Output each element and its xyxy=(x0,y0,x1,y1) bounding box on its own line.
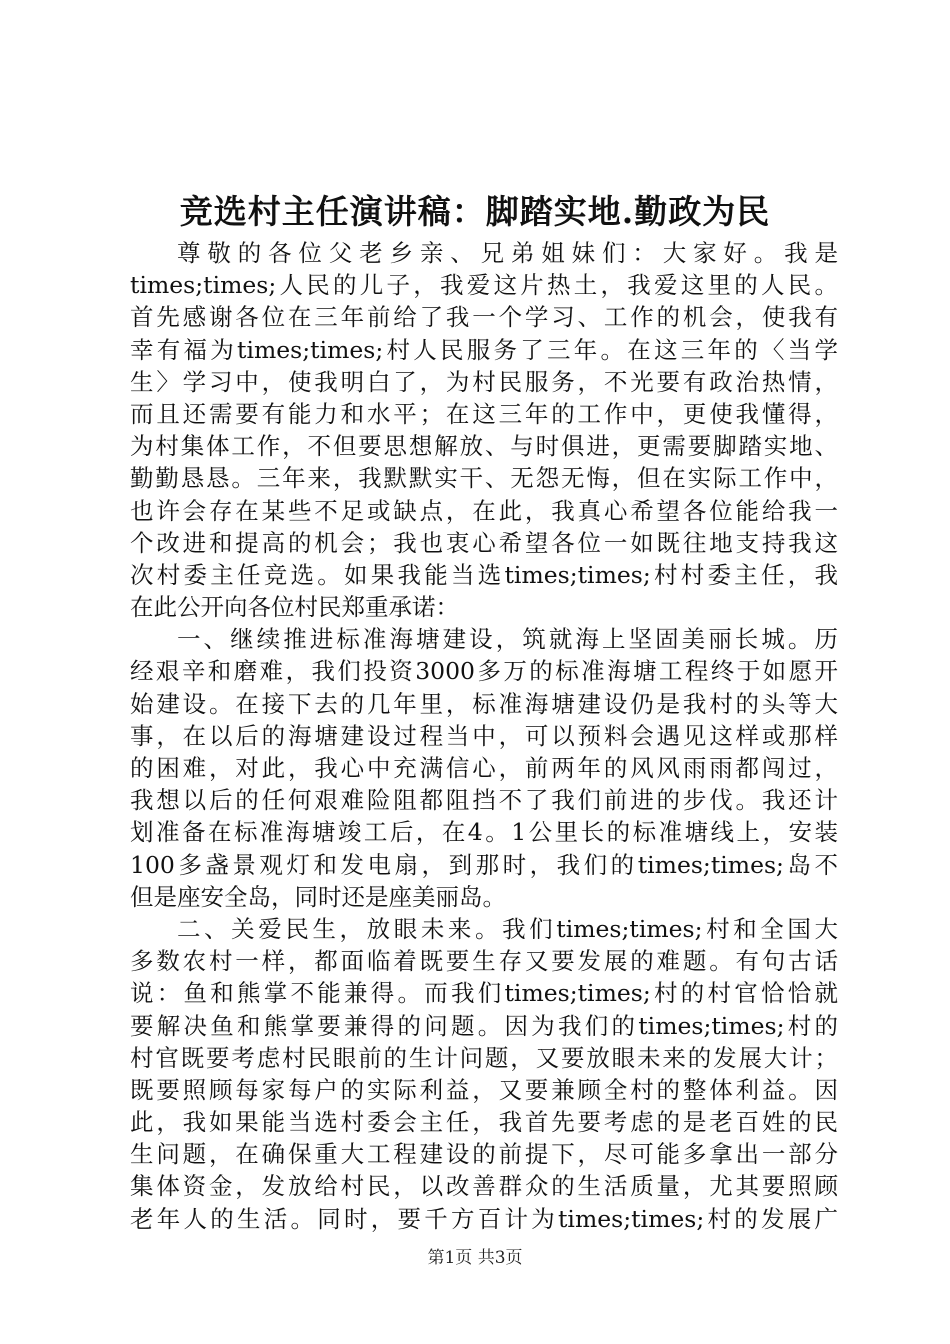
body-line: 而且还需要有能力和水平；在这三年的工作中，更使我懂得， xyxy=(130,399,838,428)
body-line: 次村委主任竞选。如果我能当选times;times;村村委主任，我 xyxy=(130,560,838,589)
document-title: 竞选村主任演讲稿：脚踏实地.勤政为民 xyxy=(179,192,771,231)
body-line: 事，在以后的海塘建设过程当中，可以预料会遇见这样或那样 xyxy=(130,721,838,750)
body-line: 一、继续推进标准海塘建设，筑就海上坚固美丽长城。历 xyxy=(177,625,838,654)
body-line: 尊敬的各位父老乡亲、兄弟姐妹们：大家好。我是 xyxy=(177,239,838,267)
body-line: 划准备在标准海塘竣工后，在4。1公里长的标准塘线上，安装 xyxy=(130,818,838,847)
body-line: 生问题，在确保重大工程建设的前提下，尽可能多拿出一部分 xyxy=(130,1140,838,1169)
body-line: 经艰辛和磨难，我们投资3000多万的标准海塘工程终于如愿开 xyxy=(130,657,838,686)
body-line: 二、关爱民生，放眼未来。我们times;times;村和全国大 xyxy=(177,914,838,943)
page-number-footer: 第1页 共3页 xyxy=(427,1248,523,1268)
body-line: 为村集体工作，不但要思想解放、与时俱进，更需要脚踏实地、 xyxy=(130,432,838,461)
body-line: 要解决鱼和熊掌要兼得的问题。因为我们的times;times;村的 xyxy=(130,1011,838,1040)
body-line: 幸有福为times;times;村人民服务了三年。在这三年的〈当学 xyxy=(130,335,838,364)
body-line: 老年人的生活。同时，要千方百计为times;times;村的发展广 xyxy=(130,1204,838,1233)
body-line: times;times;人民的儿子，我爱这片热土，我爱这里的人民。 xyxy=(130,271,838,300)
body-line: 也许会存在某些不足或缺点，在此，我真心希望各位能给我一 xyxy=(130,496,838,525)
body-line: 既要照顾每家每户的实际利益，又要兼顾全村的整体利益。因 xyxy=(130,1075,838,1104)
body-line: 此，我如果能当选村委会主任，我首先要考虑的是老百姓的民 xyxy=(130,1108,838,1137)
body-line: 始建设。在接下去的几年里，标准海塘建设仍是我村的头等大 xyxy=(130,689,838,718)
body-line: 集体资金，发放给村民，以改善群众的生活质量，尤其要照顾 xyxy=(130,1172,838,1201)
body-line: 个改进和提高的机会；我也衷心希望各位一如既往地支持我这 xyxy=(130,528,838,557)
body-line: 在此公开向各位村民郑重承诺： xyxy=(130,593,459,622)
body-line: 村官既要考虑村民眼前的生计问题，又要放眼未来的发展大计； xyxy=(130,1043,838,1072)
body-line: 但是座安全岛，同时还是座美丽岛。 xyxy=(130,882,506,911)
body-line: 我想以后的任何艰难险阻都阻挡不了我们前进的步伐。我还计 xyxy=(130,786,838,815)
body-line: 的困难，对此，我心中充满信心，前两年的风风雨雨都闯过， xyxy=(130,754,838,782)
body-line: 多数农村一样，都面临着既要生存又要发展的难题。有句古话 xyxy=(130,947,838,976)
body-line: 说：鱼和熊掌不能兼得。而我们times;times;村的村官恰恰就 xyxy=(130,979,838,1008)
body-line: 生〉学习中，使我明白了，为村民服务，不光要有政治热情， xyxy=(130,367,838,396)
body-line: 100多盏景观灯和发电扇，到那时，我们的times;times;岛不 xyxy=(130,850,838,879)
body-line: 首先感谢各位在三年前给了我一个学习、工作的机会，使我有 xyxy=(130,303,838,332)
document-body xyxy=(130,237,838,1235)
body-line: 勤勤恳恳。三年来，我默默实干、无怨无悔，但在实际工作中， xyxy=(130,464,838,493)
